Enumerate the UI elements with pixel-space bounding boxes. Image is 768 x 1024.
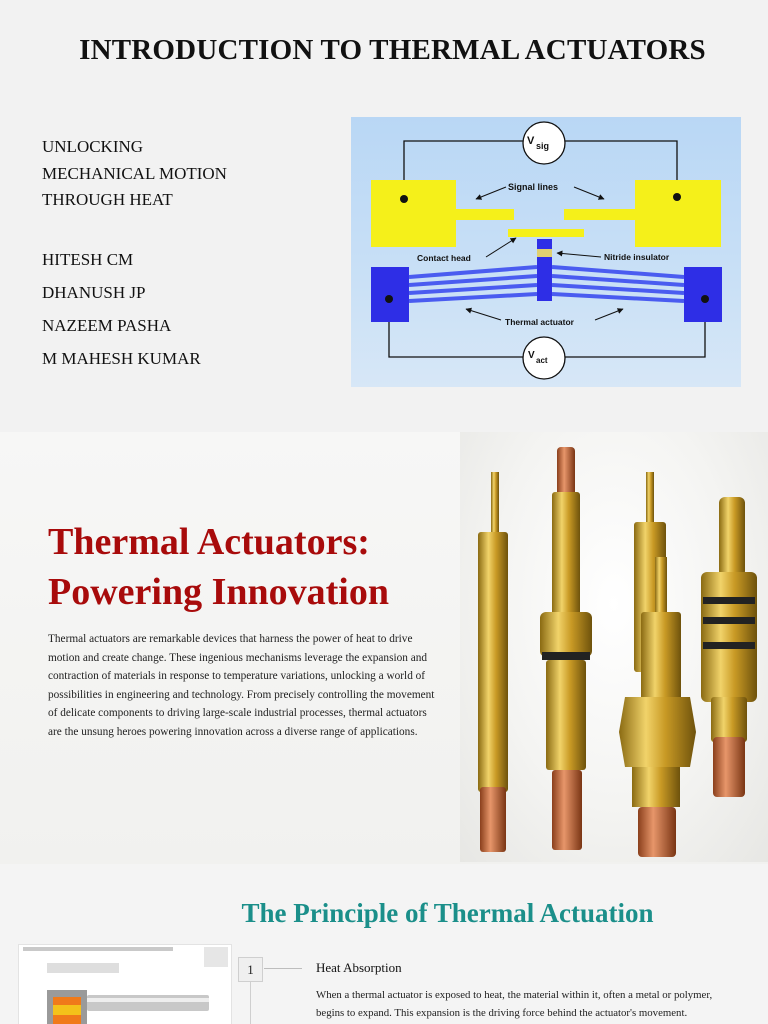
nitride-insulator — [537, 249, 552, 257]
subtitle-line: UNLOCKING — [42, 137, 144, 156]
signal-line-left — [456, 209, 514, 220]
contact-head-label: Contact head — [417, 253, 471, 263]
page-title: INTRODUCTION TO THERMAL ACTUATORS — [79, 34, 706, 66]
nitride-insulator-label: Nitride insulator — [604, 252, 670, 262]
signal-lines-label: Signal lines — [508, 182, 559, 192]
step-connector — [264, 968, 302, 969]
step-number: 1 — [238, 957, 263, 982]
slide-heading: The Principle of Thermal Actuation — [241, 898, 654, 928]
principle-slide — [0, 864, 768, 1024]
author-name: HITESH CM — [42, 250, 134, 269]
heat-absorption-figure — [18, 944, 232, 1024]
slide-body-text: Thermal actuators are remarkable devices that harness the power of heat to drive motion and create change. These ingenious mechanisms leverage the expansion and contraction of materials in response to temperature variations, unlocking a world of possibilities in engineering and technology. From precisely controlling the movement of delicate components to driving large-scale industrial processes, thermal actuators are the unsung heroes powering innovation across a diverse range of applications. — [48, 633, 435, 738]
signal-pad-right — [635, 180, 721, 247]
thermal-actuator-diagram — [351, 117, 741, 387]
author-name: M MAHESH KUMAR — [42, 349, 201, 368]
v-act-subscript: act — [536, 356, 548, 365]
v-act-label: V — [528, 350, 535, 361]
overview-slide — [0, 432, 768, 864]
v-sig-label: V — [527, 135, 535, 147]
author-name: NAZEEM PASHA — [42, 316, 172, 335]
figure-svg — [19, 945, 232, 1024]
author-list — [42, 250, 201, 382]
author-name: DHANUSH JP — [42, 283, 146, 302]
v-sig-subscript: sig — [536, 141, 550, 151]
title-slide — [0, 0, 768, 432]
thermal-actuator-label: Thermal actuator — [505, 317, 574, 327]
brass-actuators-photo — [460, 432, 768, 862]
step-timeline — [250, 982, 251, 1024]
contact-head — [508, 229, 584, 237]
signal-line-right — [564, 209, 635, 220]
subtitle — [42, 134, 227, 214]
subtitle-line: MECHANICAL MOTION — [42, 163, 227, 183]
diagram-svg — [351, 117, 741, 387]
actuator-stem — [537, 239, 552, 301]
signal-pad-left — [371, 180, 456, 247]
step-description: When a thermal actuator is exposed to heat, the material within it, often a metal or polymer, begins to expand. This expansion is the driving force behind the actuator's movement. — [316, 989, 713, 1019]
heading-line: Powering Innovation — [48, 571, 389, 613]
photo-svg — [460, 432, 768, 862]
electrode-left — [371, 267, 409, 322]
subtitle-line: THROUGH HEAT — [42, 190, 173, 209]
heading-line: Thermal Actuators: — [48, 521, 370, 563]
electrode-right — [684, 267, 722, 322]
slide-heading — [48, 517, 389, 617]
step-title: Heat Absorption — [316, 960, 402, 975]
